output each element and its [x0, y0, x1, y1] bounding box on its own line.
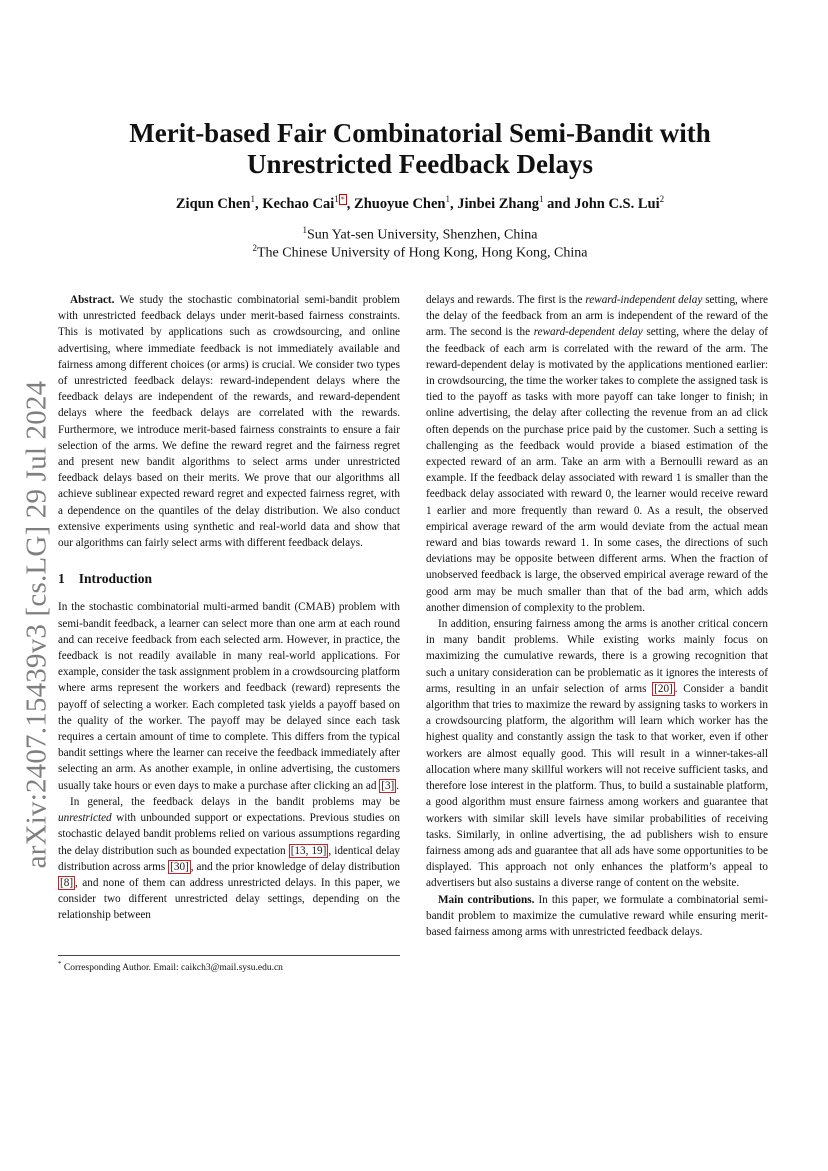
author-name: Ziqun Chen: [175, 195, 251, 212]
footnote-divider: [58, 955, 400, 956]
author-name: John C.S. Lui: [574, 195, 660, 212]
footnote: * Corresponding Author. Email: caikch3@mail.sysu.edu.cn: [58, 960, 283, 974]
footnote-link[interactable]: *: [340, 195, 345, 204]
author-list: Ziqun Chen$^1$, Kechao Cai$^1$ * , Zhuoyue Chen$^1$, Jinbei Zhang$^1$ and John C.S. Lui$^2$: [175, 194, 665, 212]
left-column: [58, 292, 400, 924]
citation-link[interactable]: [8]: [60, 876, 74, 889]
body-paragraph-2: In addition, ensuring fairness among the arms is another critical concern in many bandit problems. While existing works mainly focus on maximizing the cumulative rewards, there is a growing recognition that such a unitary consideration can be problematic as it ignores the interests of arms, resulting in an unfair selection of arms [20] . Consider a bandit algorithm that tries to maximize the reward by assigning tasks to workers in a crowdsourcing platform, the algorithm will learn which worker has the highest quality and constantly assign the task to that worker, even if other workers are almost equally good. This will result in a winner-takes-all allocation where many skillful workers will not receive sufficient tasks, and therefore lose interest in the platform. Thus, to build a sustainable platform, a good algorithm must ensure fairness among workers and guarantee that workers with similar skill levels have similar probabilities of receiving tasks. Similarly, in online advertising, the ad publishers wish to ensure fairness among ads and guarantee that all ads have some opportunities to be displayed. This approach not only enhances the platform’s appeal to advertisers but also sustains a diverse range of content on the website.: [426, 618, 768, 890]
citation-link[interactable]: [30]: [170, 860, 189, 873]
arxiv-stamp: arXiv:2407.15439v3 [cs.LG] 29 Jul 2024: [20, 380, 53, 869]
citation-link[interactable]: [3]: [381, 779, 395, 792]
affiliation-1: $^1$Sun Yat-sen University, Shenzhen, China: [302, 225, 538, 243]
author-name: Zhuoyue Chen: [354, 195, 446, 212]
author-name: Jinbei Zhang: [457, 195, 540, 212]
title-line-1: Merit-based Fair Combinatorial Semi-Bandit with: [129, 118, 711, 148]
right-column: [426, 292, 768, 940]
intro-paragraph-1: In the stochastic combinatorial multi-armed bandit (CMAB) problem with semi-bandit feedback, a learner can select more than one arm at each round and can receive feedback from each selected arm. However, in practice, the feedback is not readily available in many real-world applications. For example, consider the task assignment problem in a crowdsourcing platform where arms represent the workers and feedback (reward) represents the payoff of selecting a worker. Each completed task yields a payoff based on the quality of the worker. The payoff may be delayed since each task requires a certain amount of time to complete. This differs from the typical bandit settings where the learner can receive the feedback immediately after selecting an arm. As another example, in online advertising, the customers usually take hours or even days to make a purchase after clicking an ad [3] .: [58, 601, 400, 792]
affiliation-2: $^2$The Chinese University of Hong Kong, Hong Kong, China: [252, 243, 588, 261]
citation-link[interactable]: [20]: [654, 682, 673, 695]
body-paragraph-1: delays and rewards. The first is the reward-independent delay setting, where the delay of the feedback from an arm is independent of the reward of the arm. The second is the reward-dependent delay setting, where the delay of the feedback of each arm is correlated with the reward of the arm. The reward-dependent delay is motivated by the applications mentioned earlier: in crowdsourcing, the time the worker takes to complete the assigned task is tied to the payoff as tasks with more payoff can take longer to finish; in online advertising, the delay after collecting the revenue from an ad click often depends on the purchase price paid by the customer. Such a setting is challenging as the feedback would provide a biased estimation of the expected reward of an arm. Take an arm with a Bernoulli reward as an example. If the feedback delay associated with reward 1 is smaller than the feedback delay associated with reward 0, the learner would receive reward 1 earlier and more frequently than reward 0. As a result, the observed empirical average reward of the arm would deviate from the actual mean reward and bias towards reward 1. In some cases, the directions of such deviations may be opposite between different arms. When the fraction of unobserved feedback is large, the observed empirical average reward of the good arm may be much smaller than that of the bad arm, which adds another dimension of complexity to the problem.: [426, 294, 769, 614]
contributions-label: Main contributions.: [438, 893, 535, 906]
author-name: Kechao Cai: [262, 195, 335, 212]
abstract: Abstract. We study the stochastic combinatorial semi-bandit problem with unrestricted feedback delays under merit-based fairness constraints. This is motivated by applications such as crowdsourcing, and online advertising, where immediate feedback is not immediately available and fairness among different choices (or arms) is crucial. We consider two types of unrestricted feedback delays: reward-independent delays where the feedback delays are independent of the rewards, and reward-dependent delays where the feedback delays are correlated with the rewards. Furthermore, we introduce merit-based fairness constraints to ensure a fair selection of the arms. We define the reward regret and the fairness regret and present new bandit algorithms to select arms under unrestricted feedback delays based on their merits. We prove that our algorithms all achieve sublinear expected reward regret and expected fairness regret, with a dependence on the quantiles of the delay distribution. We also conduct extensive experiments using synthetic and real-world data and show that our algorithms can fairly select arms with different feedback delays.: [58, 294, 400, 550]
intro-paragraph-2: In general, the feedback delays in the bandit problems may be unrestricted with unbounded support or expectations. Previous studies on stochastic delayed bandit problems relied on various assumptions regarding the delay distribution such as bounded expectation [13, 19] , identical delay distribution across arms [30] , and the prior knowledge of delay distribution [8] , and none of them can address unrestricted delays. In this paper, we consider two different unrestricted delay settings, depending on the relationship between: [58, 795, 401, 922]
citation-link[interactable]: [13, 19]: [290, 844, 327, 857]
abstract-label: Abstract.: [70, 294, 115, 306]
main-contributions: Main contributions. In this paper, we formulate a combinatorial semi-bandit problem to maximize the cumulative reward while ensuring merit-based fairness among arms with unrestricted feedback delays.: [426, 893, 769, 938]
section-heading: 1 Introduction: [58, 571, 153, 587]
title-line-2: Unrestricted Feedback Delays: [247, 149, 593, 179]
paper-title: [60, 118, 780, 180]
